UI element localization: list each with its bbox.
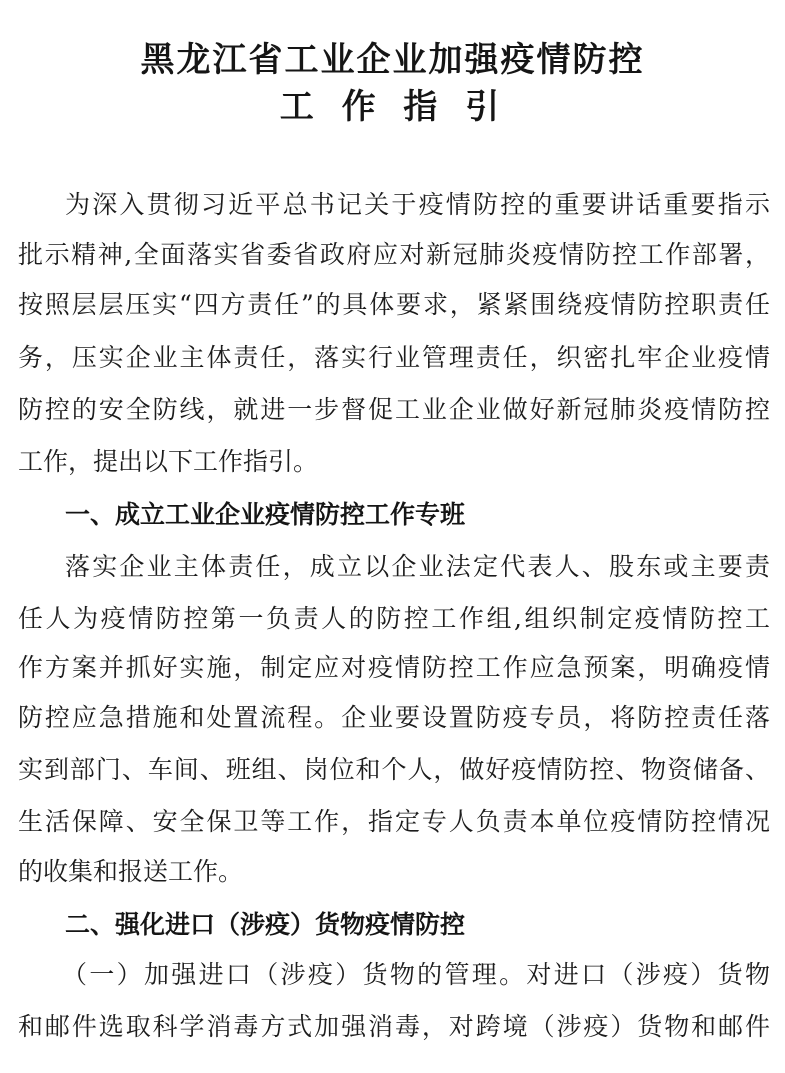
document-title: 黑龙江省工业企业加强疫情防控 — [140, 40, 645, 80]
intro-paragraph-line: 防控的安全防线，就进一步督促工业企业做好新冠肺炎疫情防控 — [18, 395, 770, 424]
section-paragraph-line: 落实企业主体责任，成立以企业法定代表人、股东或主要责 — [65, 552, 770, 581]
section-paragraph-line: （一）加强进口（涉疫）货物的管理。对进口（涉疫）货物 — [62, 960, 770, 989]
intro-paragraph-line: 批示精神,全面落实省委省政府应对新冠肺炎疫情防控工作部署， — [18, 240, 770, 269]
section-paragraph-line: 任人为疫情防控第一负责人的防控工作组,组织制定疫情防控工 — [18, 604, 770, 633]
section-heading: 二、强化进口（涉疫）货物疫情防控 — [65, 910, 466, 939]
section-paragraph-line: 防控应急措施和处置流程。企业要设置防疫专员，将防控责任落 — [18, 703, 770, 732]
intro-paragraph-line: 按照层层压实“四方责任”的具体要求，紧紧围绕疫情防控职责任 — [18, 290, 770, 319]
section-paragraph-line: 实到部门、车间、班组、岗位和个人，做好疫情防控、物资储备、 — [18, 755, 770, 784]
section-paragraph-line: 的收集和报送工作。 — [18, 857, 244, 886]
section-paragraph-line: 和邮件选取科学消毒方式加强消毒，对跨境（涉疫）货物和邮件 — [18, 1012, 770, 1041]
section-heading: 一、成立工业企业疫情防控工作专班 — [65, 500, 466, 529]
intro-paragraph-line: 务，压实企业主体责任，落实行业管理责任，织密扎牢企业疫情 — [18, 343, 770, 372]
intro-paragraph-line: 为深入贯彻习近平总书记关于疫情防控的重要讲话重要指示 — [65, 190, 770, 219]
intro-paragraph-line: 工作，提出以下工作指引。 — [18, 447, 319, 476]
section-paragraph-line: 生活保障、安全保卫等工作，指定专人负责本单位疫情防控情况 — [18, 807, 770, 836]
document-subtitle: 工 作 指 引 — [279, 87, 506, 127]
section-paragraph-line: 作方案并抓好实施，制定应对疫情防控工作应急预案，明确疫情 — [18, 653, 770, 682]
